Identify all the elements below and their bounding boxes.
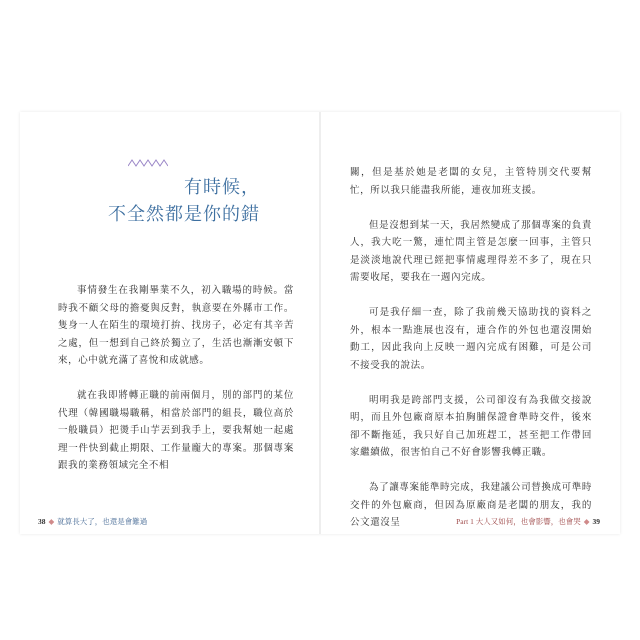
- folio-dot-icon: ◆: [48, 517, 55, 526]
- right-body-text: [350, 164, 592, 549]
- paragraph: 可是我仔細一查，除了我前幾天協助找的資料之外，根本一點進展也沒有，連合作的外包也還沒開始動工，因此我向上反映一週內完成有困難，可是公司不接受我的說法。: [350, 307, 592, 371]
- paragraph: 就在我即將轉正職的前兩個月，別的部門的某位代理（韓國職場職稱，相當於部門的組長，職位高於一般職員）把燙手山芋丟到我手上，要我幫她一起處理一件快到截止期限、工作量龐大的專案。那個專案跟我的業務領域完全不相: [58, 390, 294, 471]
- right-folio: [456, 516, 600, 527]
- folio-dot-icon: ◆: [583, 517, 590, 526]
- chapter-title-line1: 有時候，: [184, 177, 260, 198]
- chapter-title: [60, 174, 260, 228]
- paragraph: 但是沒想到某一天，我居然變成了那個專案的負責人，我大吃一驚，連忙問主管是怎麼一回事，主管只是淡淡地說代理已經把事情處理得差不多了，現在只需要收尾，要我在一週內完成。: [350, 219, 592, 283]
- right-page: [320, 112, 620, 534]
- page-number: 38: [38, 517, 46, 526]
- part-label: Part 1: [456, 517, 474, 526]
- paragraph: 事情發生在我剛畢業不久，初入職場的時候。當時我不顧父母的擔憂與反對，執意要在外縣市工作。隻身一人在陌生的環境打拚、找房子，必定有其辛苦之處，但一想到自己終於獨立了，生活也漸漸安頓下來，心中就充滿了喜悅和成就感。: [58, 285, 294, 366]
- left-body-text: [58, 282, 294, 492]
- paragraph: 明明我是跨部門支援，公司卻沒有為我做交接說明，而且外包廠商原本拍胸脯保證會準時交件，後來卻不斷拖延，我只好自己加班趕工，甚至把工作帶回家繼續做，很害怕自己不好會影響我轉正職。: [350, 394, 592, 458]
- left-page: [20, 112, 320, 534]
- paragraph: 關，但是基於她是老闆的女兒，主管特別交代要幫忙，所以我只能盡我所能，連夜加班支援。: [350, 167, 592, 196]
- book-spread: [20, 112, 620, 534]
- running-title: 就算長大了，也還是會難過: [57, 517, 148, 526]
- paragraph: 為了讓專案能準時完成，我建議公司替換成可準時交件的外包廠商，但因為原廠商是老闆的朋友，我的公文還沒呈: [350, 482, 592, 528]
- chapter-title-line2: 不全然都是你的錯: [108, 204, 260, 225]
- wave-ornament-icon: [128, 158, 168, 168]
- page-number: 39: [592, 517, 600, 526]
- running-title: 大人又如何，也會影響，也會哭: [475, 517, 581, 526]
- left-folio: [38, 516, 147, 527]
